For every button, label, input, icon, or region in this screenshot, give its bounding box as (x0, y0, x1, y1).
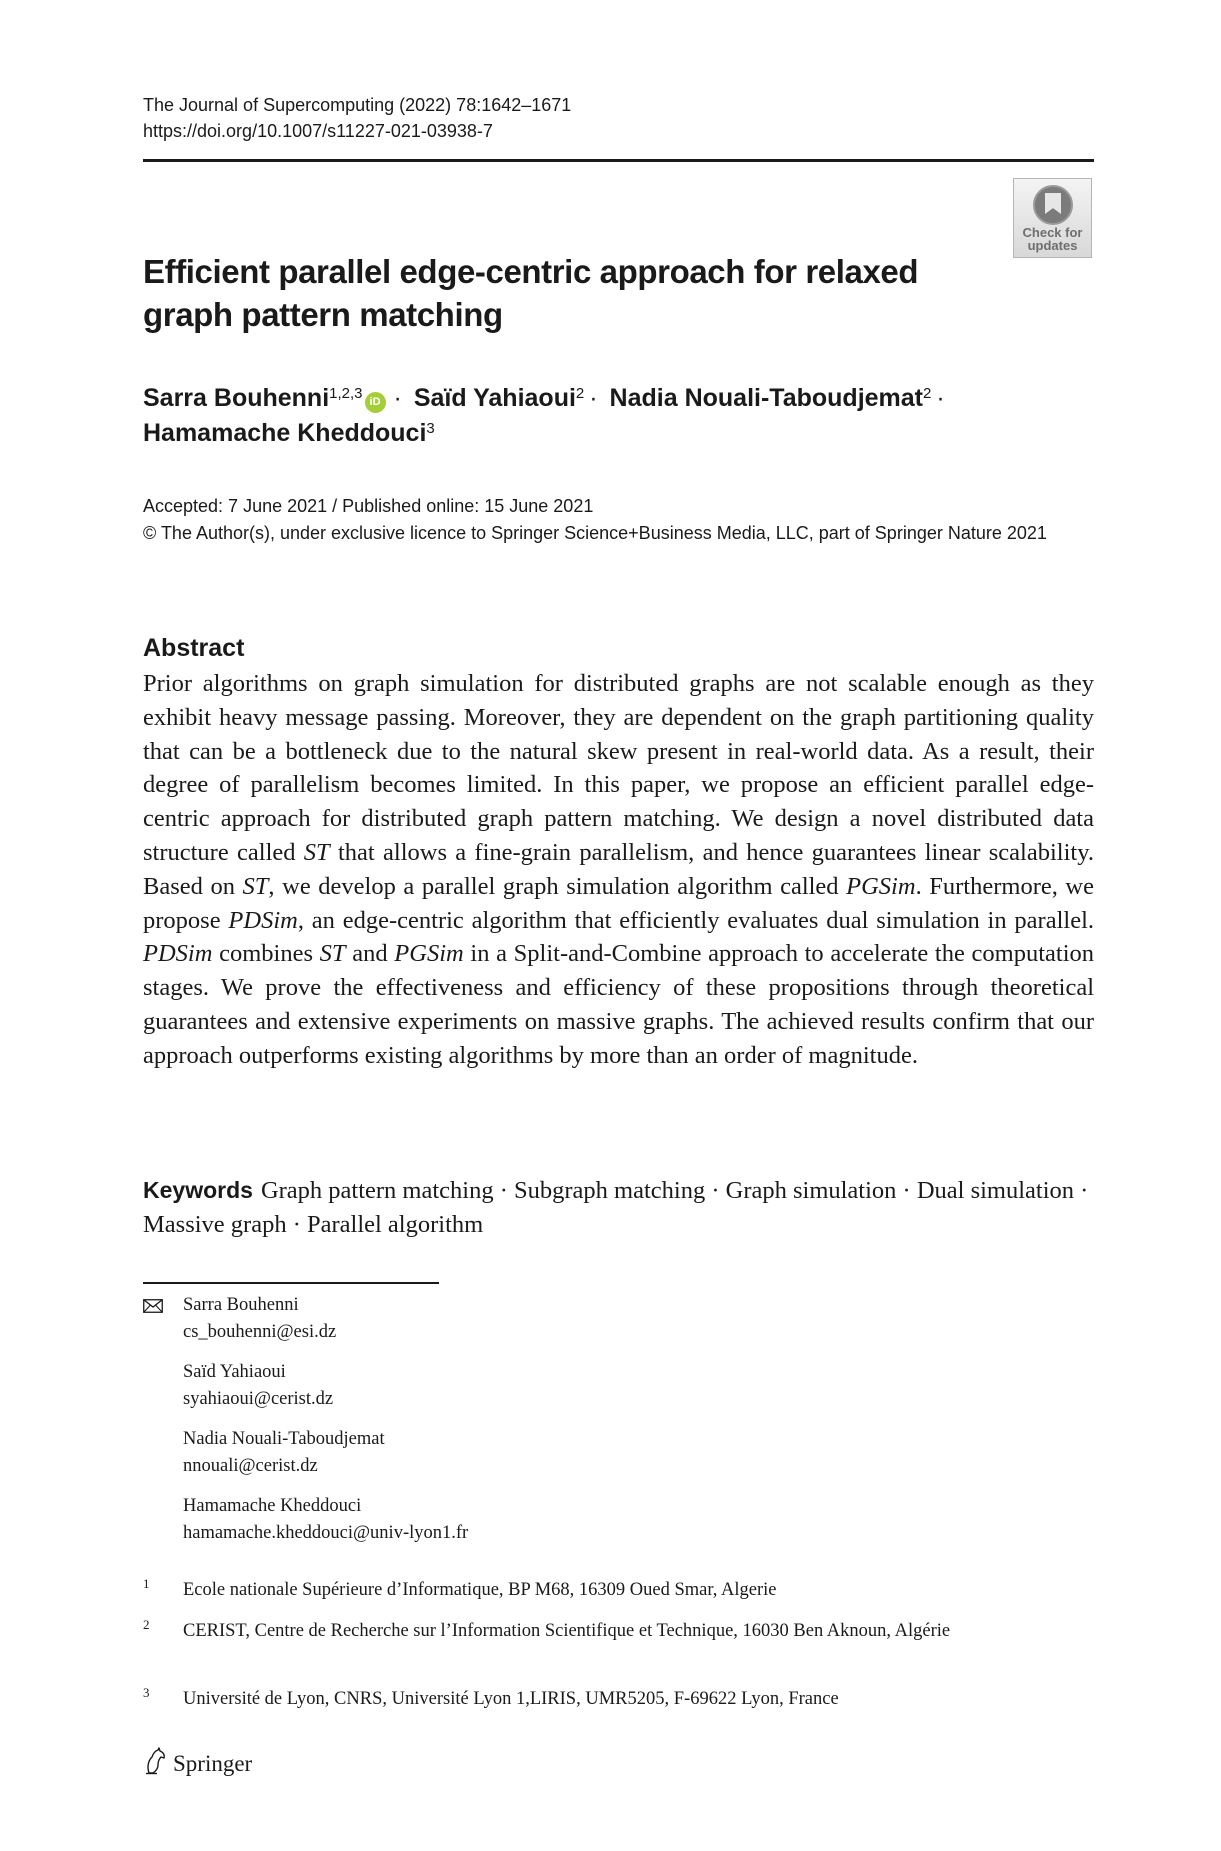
contact-name: Nadia Nouali-Taboudjemat (183, 1429, 385, 1449)
affiliation-text: Ecole nationale Supérieure d’Informatique, BP M68, 16309 Oued Smar, Algerie (183, 1580, 777, 1600)
author-separator: · (393, 384, 402, 412)
contact-name: Saïd Yahiaoui (183, 1362, 286, 1382)
keywords (143, 1173, 1094, 1242)
paper-title: Efficient parallel edge-centric approach for relaxed graph pattern matching (143, 253, 919, 333)
affiliation-number: 2 (143, 1617, 150, 1632)
orcid-icon[interactable]: iD (365, 392, 386, 413)
affiliation-number: 1 (143, 1576, 150, 1591)
contact-entry (183, 1426, 883, 1480)
springer-horse-icon (143, 1747, 167, 1775)
check-for-updates-badge[interactable] (1013, 178, 1092, 258)
publisher-name: Springer (173, 1751, 253, 1776)
accepted-published-line: Accepted: 7 June 2021 / Published online: 15 June 2021 (143, 496, 594, 516)
abstract-heading: Abstract (143, 634, 245, 662)
contact-email[interactable]: hamamache.kheddouci@univ-lyon1.fr (183, 1523, 469, 1543)
author-list (143, 381, 1043, 451)
corresponding-contacts (183, 1292, 883, 1560)
author-separator: · (589, 384, 598, 412)
contact-name: Sarra Bouhenni (183, 1295, 299, 1315)
publication-dates (143, 493, 1093, 547)
contact-email[interactable]: nnouali@cerist.dz (183, 1456, 318, 1476)
contact-email[interactable]: syahiaoui@cerist.dz (183, 1389, 334, 1409)
publisher-footer (143, 1747, 252, 1779)
contact-entry (183, 1359, 883, 1413)
check-for-updates-label: Check for updates (1022, 225, 1083, 253)
bookmark-ring-icon (1033, 185, 1073, 225)
author-name[interactable]: Saïd Yahiaoui (413, 384, 576, 412)
journal-citation: The Journal of Supercomputing (2022) 78:1642–1671 (143, 95, 572, 115)
copyright-notice: © The Author(s), under exclusive licence to Springer Science+Business Media, LLC, part of Springer Nature 2021 (143, 523, 1047, 543)
author-affiliation-sup: 1,2,3 (329, 385, 363, 402)
author-affiliation-sup: 2 (923, 385, 932, 402)
author-separator: · (936, 384, 945, 412)
affiliation-number: 3 (143, 1685, 150, 1700)
contact-email[interactable]: cs_bouhenni@esi.dz (183, 1322, 337, 1342)
keywords-label: Keywords (143, 1177, 253, 1203)
doi-link[interactable]: https://doi.org/10.1007/s11227-021-03938-7 (143, 121, 493, 141)
contact-entry (183, 1292, 883, 1346)
contact-name: Hamamache Kheddouci (183, 1496, 362, 1516)
author-name[interactable]: Hamamache Kheddouci (143, 419, 427, 447)
contact-entry (183, 1493, 883, 1547)
author-name[interactable]: Nadia Nouali-Taboudjemat (609, 384, 923, 412)
author-affiliation-sup: 3 (426, 420, 435, 437)
envelope-icon (143, 1299, 163, 1313)
footnote-rule (143, 1282, 439, 1284)
keywords-list: Graph pattern matching · Subgraph matching · Graph simulation · Dual simulation · Massive graph · Parallel algorithm (143, 1177, 1089, 1238)
abstract-body: Prior algorithms on graph simulation for distributed graphs are not scalable enough as they exhibit heavy message passing. Moreover, they are dependent on the graph partitioning quality that can be a bottleneck due to the natural skew present in real-world data. As a result, their degree of parallelism becomes limited. In this paper, we propose an efficient parallel edge-centric approach for distributed graph pattern matching. We design a novel distributed data structure called ST that allows a fine-grain parallelism, and hence guarantees linear scalability. Based on ST, we develop a parallel graph simulation algorithm called PGSim. Furthermore, we propose PDSim, an edge-centric algorithm that efficiently evaluates dual simulation in parallel. PDSim combines ST and PGSim in a Split-and-Combine approach to accelerate the computation stages. We prove the effectiveness and efficiency of these propositions through theoretical guarantees and extensive experiments on massive graphs. The achieved results confirm that our approach outperforms existing algorithms by more than an order of magnitude. (143, 670, 1095, 1069)
author-affiliation-sup: 2 (575, 385, 585, 402)
affiliation-text: CERIST, Centre de Recherche sur l’Information Scientifique et Technique, 16030 Ben Aknoun, Algérie (183, 1621, 951, 1641)
header-rule (143, 159, 1094, 162)
journal-header (143, 92, 571, 144)
author-name[interactable]: Sarra Bouhenni (143, 384, 330, 412)
affiliation-text: Université de Lyon, CNRS, Université Lyon 1,LIRIS, UMR5205, F-69622 Lyon, France (183, 1689, 839, 1709)
